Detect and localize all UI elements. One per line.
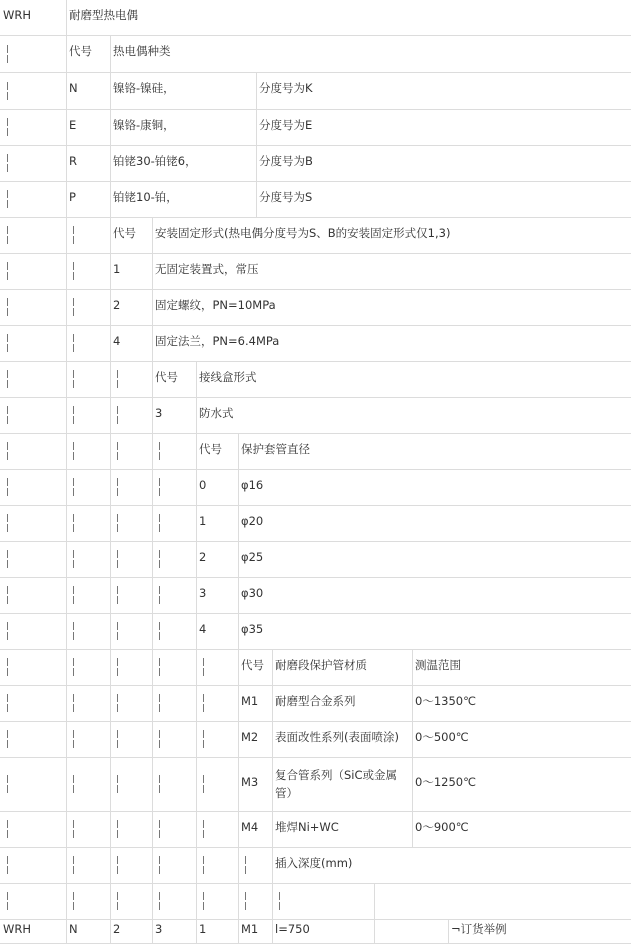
column-divider bbox=[110, 919, 111, 944]
continuation-mark-icon bbox=[2, 730, 14, 748]
column-divider bbox=[152, 847, 153, 883]
continuation-mark-icon bbox=[2, 694, 14, 712]
column-divider bbox=[238, 469, 239, 505]
row-divider bbox=[0, 613, 631, 614]
row-divider bbox=[0, 289, 631, 290]
continuation-mark-icon bbox=[2, 45, 14, 63]
row-divider bbox=[0, 181, 631, 182]
table-cell: 3 bbox=[199, 586, 207, 600]
continuation-mark-icon bbox=[68, 775, 80, 793]
continuation-mark-icon bbox=[154, 478, 166, 496]
row-divider bbox=[0, 361, 631, 362]
column-divider bbox=[66, 72, 67, 109]
column-divider bbox=[66, 35, 67, 72]
continuation-mark-icon bbox=[154, 730, 166, 748]
row-divider bbox=[0, 469, 631, 470]
continuation-mark-icon bbox=[198, 775, 210, 793]
continuation-mark-icon bbox=[2, 118, 14, 136]
table-cell: 分度号为S bbox=[259, 190, 313, 204]
column-divider bbox=[110, 505, 111, 541]
column-divider bbox=[110, 469, 111, 505]
column-divider bbox=[196, 361, 197, 397]
table-cell: 1 bbox=[113, 262, 121, 276]
table-cell: 热电偶种类 bbox=[113, 44, 171, 58]
column-divider bbox=[110, 361, 111, 397]
row-divider bbox=[0, 397, 631, 398]
column-divider bbox=[66, 361, 67, 397]
table-cell: 0～1350℃ bbox=[415, 694, 476, 708]
column-divider bbox=[238, 541, 239, 577]
column-divider bbox=[110, 541, 111, 577]
column-divider bbox=[66, 0, 67, 35]
table-cell: R bbox=[69, 154, 77, 168]
continuation-mark-icon bbox=[68, 334, 80, 352]
column-divider bbox=[110, 847, 111, 883]
table-cell: 安装固定形式(热电偶分度号为S、B的安装固定形式仅1,3) bbox=[155, 226, 451, 240]
continuation-mark-icon bbox=[2, 154, 14, 172]
row-divider bbox=[0, 883, 631, 884]
table-cell: 无固定装置式，常压 bbox=[155, 262, 259, 276]
column-divider bbox=[66, 325, 67, 361]
continuation-mark-icon bbox=[2, 658, 14, 676]
continuation-mark-icon bbox=[2, 82, 14, 100]
table-cell: E bbox=[69, 118, 77, 132]
continuation-mark-icon bbox=[68, 442, 80, 460]
continuation-mark-icon bbox=[112, 694, 124, 712]
table-cell: 固定法兰，PN=6.4MPa bbox=[155, 334, 280, 348]
column-divider bbox=[152, 397, 153, 433]
continuation-mark-icon bbox=[2, 406, 14, 424]
column-divider bbox=[152, 253, 153, 289]
table-cell: M3 bbox=[241, 775, 259, 789]
column-divider bbox=[66, 883, 67, 919]
column-divider bbox=[110, 721, 111, 757]
continuation-mark-icon bbox=[154, 658, 166, 676]
column-divider bbox=[110, 397, 111, 433]
column-divider bbox=[110, 613, 111, 649]
table-cell: l=750 bbox=[275, 922, 310, 936]
column-divider bbox=[66, 289, 67, 325]
column-divider bbox=[256, 72, 257, 109]
table-cell: 1 bbox=[199, 922, 207, 936]
continuation-mark-icon bbox=[68, 226, 80, 244]
continuation-mark-icon bbox=[2, 514, 14, 532]
table-cell: 代号 bbox=[113, 226, 136, 240]
table-cell: 3 bbox=[155, 922, 163, 936]
continuation-mark-icon bbox=[68, 514, 80, 532]
column-divider bbox=[412, 721, 413, 757]
continuation-mark-icon bbox=[68, 550, 80, 568]
table-cell: 4 bbox=[199, 622, 207, 636]
column-divider bbox=[412, 811, 413, 847]
column-divider bbox=[272, 757, 273, 811]
column-divider bbox=[152, 685, 153, 721]
column-divider bbox=[238, 883, 239, 919]
continuation-mark-icon bbox=[68, 856, 80, 874]
column-divider bbox=[272, 721, 273, 757]
continuation-mark-icon bbox=[68, 820, 80, 838]
continuation-mark-icon bbox=[154, 442, 166, 460]
row-divider bbox=[0, 811, 631, 812]
continuation-mark-icon bbox=[112, 406, 124, 424]
table-cell: 保护套管直径 bbox=[241, 442, 310, 456]
table-cell: WRH bbox=[3, 922, 32, 936]
row-divider bbox=[0, 217, 631, 218]
row-divider bbox=[0, 577, 631, 578]
column-divider bbox=[272, 685, 273, 721]
column-divider bbox=[110, 145, 111, 181]
continuation-mark-icon bbox=[112, 892, 124, 910]
row-divider bbox=[0, 919, 631, 920]
column-divider bbox=[152, 361, 153, 397]
continuation-mark-icon bbox=[2, 775, 14, 793]
table-cell: φ20 bbox=[241, 514, 264, 528]
continuation-mark-icon bbox=[68, 658, 80, 676]
table-cell: 复合管系列（SiC或金属管） bbox=[275, 768, 398, 800]
column-divider bbox=[110, 35, 111, 72]
column-divider bbox=[66, 217, 67, 253]
continuation-mark-icon bbox=[68, 622, 80, 640]
table-cell: 代号 bbox=[69, 44, 92, 58]
table-cell: 0 bbox=[199, 478, 207, 492]
column-divider bbox=[196, 577, 197, 613]
table-cell: ¬订货举例 bbox=[451, 922, 507, 936]
continuation-mark-icon bbox=[2, 370, 14, 388]
continuation-mark-icon bbox=[198, 820, 210, 838]
table-cell: 耐磨段保护管材质 bbox=[275, 658, 367, 672]
continuation-mark-icon bbox=[112, 658, 124, 676]
table-cell: 耐磨型热电偶 bbox=[69, 8, 138, 22]
column-divider bbox=[152, 883, 153, 919]
table-cell: M4 bbox=[241, 820, 259, 834]
table-cell: M1 bbox=[241, 922, 259, 936]
row-divider bbox=[0, 433, 631, 434]
table-cell: 代号 bbox=[199, 442, 222, 456]
column-divider bbox=[110, 577, 111, 613]
continuation-mark-icon bbox=[68, 892, 80, 910]
continuation-mark-icon bbox=[112, 442, 124, 460]
column-divider bbox=[110, 217, 111, 253]
column-divider bbox=[66, 397, 67, 433]
row-divider bbox=[0, 145, 631, 146]
continuation-mark-icon bbox=[154, 622, 166, 640]
column-divider bbox=[196, 919, 197, 944]
column-divider bbox=[110, 883, 111, 919]
column-divider bbox=[110, 811, 111, 847]
column-divider bbox=[256, 145, 257, 181]
column-divider bbox=[66, 649, 67, 685]
column-divider bbox=[412, 757, 413, 811]
continuation-mark-icon bbox=[68, 478, 80, 496]
column-divider bbox=[152, 757, 153, 811]
column-divider bbox=[152, 325, 153, 361]
column-divider bbox=[66, 469, 67, 505]
table-cell: 2 bbox=[113, 298, 121, 312]
table-cell: 接线盒形式 bbox=[199, 370, 257, 384]
column-divider bbox=[238, 721, 239, 757]
continuation-mark-icon bbox=[2, 478, 14, 496]
continuation-mark-icon bbox=[68, 370, 80, 388]
column-divider bbox=[238, 613, 239, 649]
row-divider bbox=[0, 109, 631, 110]
column-divider bbox=[110, 181, 111, 217]
column-divider bbox=[196, 883, 197, 919]
continuation-mark-icon bbox=[112, 820, 124, 838]
column-divider bbox=[66, 577, 67, 613]
continuation-mark-icon bbox=[68, 298, 80, 316]
column-divider bbox=[238, 757, 239, 811]
continuation-mark-icon bbox=[154, 856, 166, 874]
table-cell: 分度号为B bbox=[259, 154, 313, 168]
column-divider bbox=[272, 847, 273, 883]
column-divider bbox=[110, 289, 111, 325]
continuation-mark-icon bbox=[2, 190, 14, 208]
column-divider bbox=[152, 433, 153, 469]
table-cell: 镍铬-镍硅， bbox=[113, 81, 175, 95]
continuation-mark-icon bbox=[240, 892, 252, 910]
column-divider bbox=[66, 847, 67, 883]
column-divider bbox=[66, 253, 67, 289]
continuation-mark-icon bbox=[154, 586, 166, 604]
table-cell: WRH bbox=[3, 8, 32, 22]
continuation-mark-icon bbox=[112, 478, 124, 496]
table-cell: 1 bbox=[199, 514, 207, 528]
table-cell: 2 bbox=[113, 922, 121, 936]
column-divider bbox=[152, 289, 153, 325]
column-divider bbox=[152, 613, 153, 649]
column-divider bbox=[152, 577, 153, 613]
table-cell: φ25 bbox=[241, 550, 264, 564]
table-cell: 固定螺纹，PN=10MPa bbox=[155, 298, 276, 312]
table-cell: 耐磨型合金系列 bbox=[275, 694, 356, 708]
column-divider bbox=[66, 505, 67, 541]
continuation-mark-icon bbox=[154, 820, 166, 838]
column-divider bbox=[152, 469, 153, 505]
continuation-mark-icon bbox=[154, 775, 166, 793]
column-divider bbox=[110, 72, 111, 109]
column-divider bbox=[66, 145, 67, 181]
table-cell: 堆焊Ni+WC bbox=[275, 820, 339, 834]
column-divider bbox=[196, 757, 197, 811]
row-divider bbox=[0, 505, 631, 506]
table-cell: P bbox=[69, 190, 76, 204]
column-divider bbox=[66, 181, 67, 217]
table-cell: 4 bbox=[113, 334, 121, 348]
table-cell: 铂铑10-铂， bbox=[113, 190, 178, 204]
column-divider bbox=[196, 433, 197, 469]
table-cell: 0～900℃ bbox=[415, 820, 469, 834]
column-divider bbox=[66, 685, 67, 721]
table-cell: 代号 bbox=[241, 658, 264, 672]
continuation-mark-icon bbox=[274, 892, 286, 910]
continuation-mark-icon bbox=[154, 514, 166, 532]
continuation-mark-icon bbox=[154, 892, 166, 910]
continuation-mark-icon bbox=[2, 622, 14, 640]
continuation-mark-icon bbox=[68, 694, 80, 712]
table-cell: 防水式 bbox=[199, 406, 234, 420]
continuation-mark-icon bbox=[2, 334, 14, 352]
column-divider bbox=[196, 541, 197, 577]
column-divider bbox=[110, 109, 111, 145]
column-divider bbox=[152, 919, 153, 944]
column-divider bbox=[448, 919, 449, 944]
column-divider bbox=[110, 757, 111, 811]
row-divider bbox=[0, 325, 631, 326]
continuation-mark-icon bbox=[198, 892, 210, 910]
column-divider bbox=[238, 433, 239, 469]
continuation-mark-icon bbox=[240, 856, 252, 874]
column-divider bbox=[272, 649, 273, 685]
column-divider bbox=[412, 649, 413, 685]
continuation-mark-icon bbox=[198, 694, 210, 712]
continuation-mark-icon bbox=[2, 586, 14, 604]
column-divider bbox=[66, 433, 67, 469]
table-cell: φ16 bbox=[241, 478, 264, 492]
column-divider bbox=[196, 469, 197, 505]
column-divider bbox=[66, 613, 67, 649]
row-divider bbox=[0, 253, 631, 254]
table-cell: 分度号为K bbox=[259, 81, 313, 95]
column-divider bbox=[256, 181, 257, 217]
column-divider bbox=[152, 811, 153, 847]
column-divider bbox=[238, 919, 239, 944]
table-cell: 表面改性系列(表面喷涂) bbox=[275, 730, 399, 744]
column-divider bbox=[110, 433, 111, 469]
continuation-mark-icon bbox=[68, 262, 80, 280]
row-divider bbox=[0, 35, 631, 36]
column-divider bbox=[66, 757, 67, 811]
continuation-mark-icon bbox=[198, 856, 210, 874]
continuation-mark-icon bbox=[198, 658, 210, 676]
row-divider bbox=[0, 541, 631, 542]
table-cell: M2 bbox=[241, 730, 259, 744]
column-divider bbox=[110, 325, 111, 361]
table-cell: 3 bbox=[155, 406, 163, 420]
column-divider bbox=[196, 505, 197, 541]
continuation-mark-icon bbox=[112, 550, 124, 568]
table-cell: 0～1250℃ bbox=[415, 775, 476, 789]
column-divider bbox=[110, 685, 111, 721]
table-cell: N bbox=[69, 81, 78, 95]
table-cell: N bbox=[69, 922, 78, 936]
column-divider bbox=[238, 685, 239, 721]
continuation-mark-icon bbox=[2, 442, 14, 460]
column-divider bbox=[66, 109, 67, 145]
continuation-mark-icon bbox=[68, 406, 80, 424]
table-cell: 插入深度(mm) bbox=[275, 856, 353, 870]
column-divider bbox=[196, 721, 197, 757]
column-divider bbox=[152, 505, 153, 541]
table-cell: 分度号为E bbox=[259, 118, 313, 132]
continuation-mark-icon bbox=[2, 820, 14, 838]
column-divider bbox=[272, 919, 273, 944]
column-divider bbox=[272, 883, 273, 919]
table-cell: M1 bbox=[241, 694, 259, 708]
continuation-mark-icon bbox=[112, 370, 124, 388]
column-divider bbox=[152, 541, 153, 577]
continuation-mark-icon bbox=[112, 622, 124, 640]
column-divider bbox=[256, 109, 257, 145]
continuation-mark-icon bbox=[2, 298, 14, 316]
table-cell: 镍铬-康铜， bbox=[113, 118, 175, 132]
column-divider bbox=[238, 811, 239, 847]
continuation-mark-icon bbox=[112, 586, 124, 604]
continuation-mark-icon bbox=[2, 856, 14, 874]
column-divider bbox=[196, 649, 197, 685]
column-divider bbox=[110, 253, 111, 289]
column-divider bbox=[66, 541, 67, 577]
column-divider bbox=[238, 505, 239, 541]
column-divider bbox=[152, 217, 153, 253]
continuation-mark-icon bbox=[2, 226, 14, 244]
table-cell: 2 bbox=[199, 550, 207, 564]
column-divider bbox=[196, 685, 197, 721]
column-divider bbox=[66, 811, 67, 847]
row-divider bbox=[0, 757, 631, 758]
column-divider bbox=[66, 919, 67, 944]
row-divider bbox=[0, 721, 631, 722]
table-cell: 测温范围 bbox=[415, 658, 461, 672]
continuation-mark-icon bbox=[112, 775, 124, 793]
table-cell: 铂铑30-铂铑6， bbox=[113, 154, 197, 168]
column-divider bbox=[66, 721, 67, 757]
column-divider bbox=[152, 721, 153, 757]
continuation-mark-icon bbox=[154, 694, 166, 712]
table-cell: φ35 bbox=[241, 622, 264, 636]
continuation-mark-icon bbox=[198, 730, 210, 748]
column-divider bbox=[272, 811, 273, 847]
continuation-mark-icon bbox=[68, 730, 80, 748]
continuation-mark-icon bbox=[2, 892, 14, 910]
continuation-mark-icon bbox=[2, 550, 14, 568]
continuation-mark-icon bbox=[154, 550, 166, 568]
continuation-mark-icon bbox=[2, 262, 14, 280]
column-divider bbox=[196, 847, 197, 883]
table-cell: 代号 bbox=[155, 370, 178, 384]
column-divider bbox=[238, 847, 239, 883]
column-divider bbox=[152, 649, 153, 685]
column-divider bbox=[412, 685, 413, 721]
column-divider bbox=[238, 649, 239, 685]
row-divider bbox=[0, 72, 631, 73]
row-divider bbox=[0, 685, 631, 686]
column-divider bbox=[110, 649, 111, 685]
column-divider bbox=[196, 811, 197, 847]
column-divider bbox=[196, 397, 197, 433]
row-divider bbox=[0, 649, 631, 650]
continuation-mark-icon bbox=[112, 856, 124, 874]
continuation-mark-icon bbox=[68, 586, 80, 604]
row-divider bbox=[0, 847, 631, 848]
column-divider bbox=[374, 883, 375, 944]
column-divider bbox=[238, 577, 239, 613]
table-cell: 0～500℃ bbox=[415, 730, 469, 744]
table-cell: φ30 bbox=[241, 586, 264, 600]
continuation-mark-icon bbox=[112, 730, 124, 748]
column-divider bbox=[196, 613, 197, 649]
continuation-mark-icon bbox=[112, 514, 124, 532]
